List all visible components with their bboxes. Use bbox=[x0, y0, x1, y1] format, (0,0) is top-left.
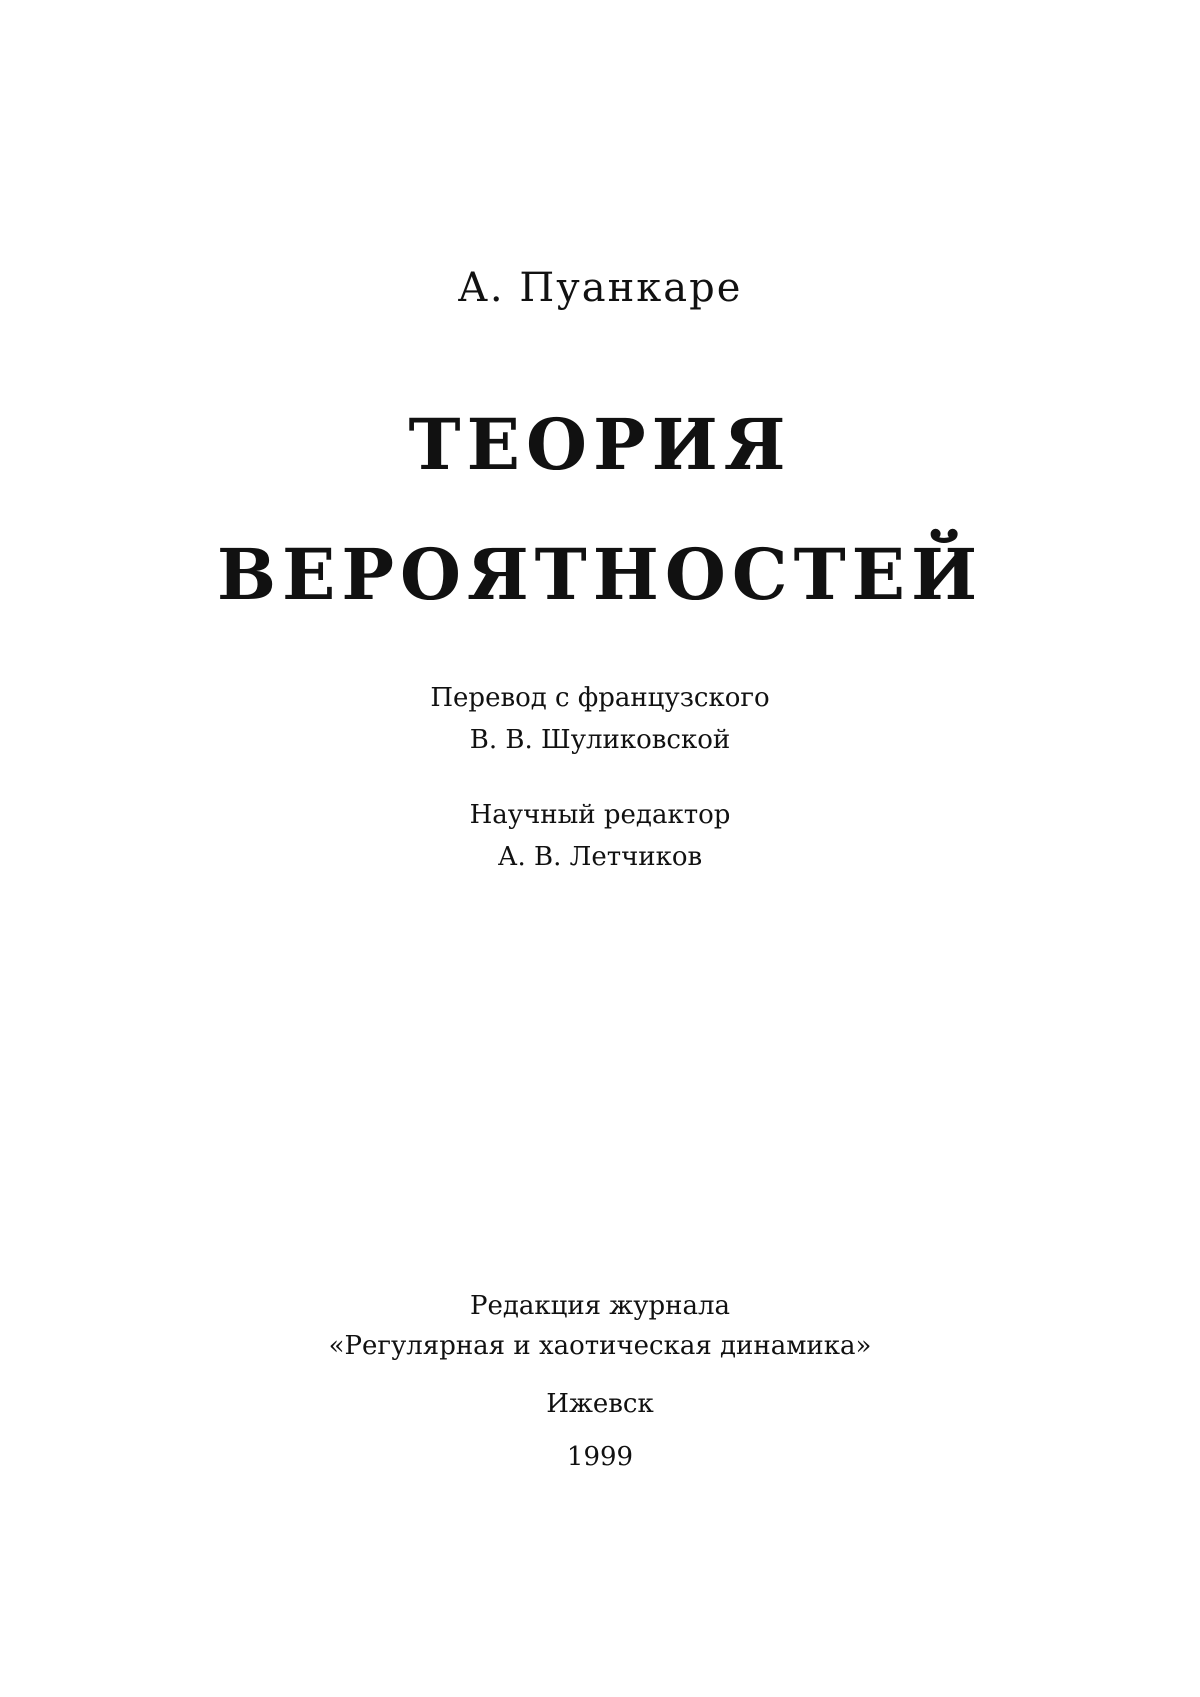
editor-label: Научный редактор bbox=[469, 800, 731, 830]
publisher-line-1: Редакция журнала bbox=[469, 1291, 731, 1321]
editor-name: А. В. Летчиков bbox=[497, 842, 703, 872]
book-title-line-2: ВЕРОЯТНОСТЕЙ bbox=[216, 533, 984, 616]
translation-label: Перевод с французского bbox=[430, 683, 770, 713]
book-title-line-1: ТЕОРИЯ bbox=[408, 403, 792, 486]
publication-year: 1999 bbox=[566, 1442, 634, 1472]
author-name: А. Пуанкаре bbox=[457, 265, 743, 311]
translator-name: В. В. Шуликовской bbox=[469, 725, 731, 755]
publication-city: Ижевск bbox=[546, 1389, 654, 1419]
publisher-line-2: «Регулярная и хаотическая динамика» bbox=[328, 1331, 872, 1361]
